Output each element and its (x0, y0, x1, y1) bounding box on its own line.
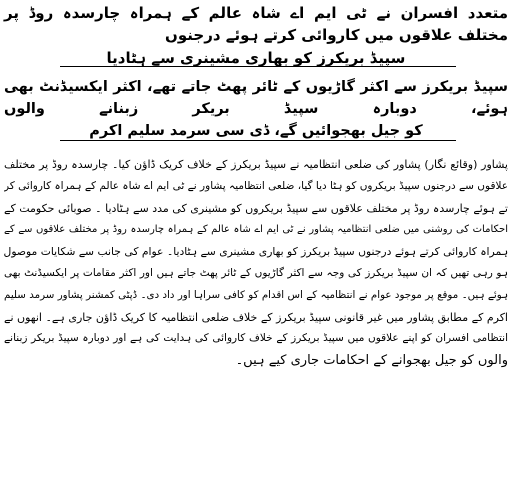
body-line: ہو رہی تھیں کہ ان سپیڈ بریکرز کی وجہ سے اکثر گاڑیوں کے ٹائر پھٹ جاتے ہیں اور اکثر مقامات پر ایکسیڈنٹ بھی (4, 266, 508, 279)
body-line: ہمراہ کاروائی کرتے ہوئے درجنوں سپیڈ بریکرز کو بھاری مشینری سے ہٹادیا۔ عوام کی جانب سے شکایات موصول (4, 245, 508, 259)
headline-line-2: سپیڈ بریکرز کو بھاری مشینری سے ہٹادیا (106, 49, 406, 67)
body-line: اکرم کے مطابق پشاور میں غیر قانونی سپیڈ بریکرز کے خلاف ضلعی انتظامیہ کا کریک ڈاؤن جاری ہے۔ انھوں نے (4, 310, 508, 324)
deck-line-1: سپیڈ بریکرز سے اکثر گاڑیوں کے ٹائر پھٹ جاتے تھے، اکثر ایکسیڈنٹ بھی ہوئے، دوبارہ سپیڈ بریکر زبنانے والوں (4, 79, 508, 117)
headline-line-1: متعدد افسران نے ٹی ایم اے شاہ عالم کے ہمراہ چارسدہ روڈ پر مختلف علاقوں میں کاروائی کرتے ہوئے درجنوں (4, 4, 508, 44)
body-line: تے ہوئے چارسدہ روڈ پر مختلف علاقوں سے سپیڈ بریکروں کو مشینری کی مدد سے ہٹادیا ۔ صوبائی حکومت کے (4, 201, 508, 215)
news-clipping (4, 0, 508, 503)
body-line: ہوئے ہیں۔ موقع پر موجود عوام نے انتظامیہ کے اس اقدام کو کافی سراہا اور داد دی۔ ڈپٹی کمشنر پشاور سرمد سلیم (4, 288, 508, 301)
deck-line-2: کو جیل بھجوائیں گے، ڈی سی سرمد سلیم اکرم (89, 123, 423, 139)
body-line: والوں کو جیل بھجوانے کے احکامات جاری کیے ہیں۔ (235, 353, 508, 369)
deck (4, 76, 508, 142)
body-line: علاقوں سے درجنوں سپیڈ بریکروں کو ہٹا دیا گیا، ضلعی انتظامیہ پشاور نے ٹی ایم اے شاہ عالم کے ہمراہ کاروائی کر (4, 179, 508, 192)
divider-rule-bottom (60, 140, 456, 141)
article-body (4, 154, 508, 372)
body-line: احکامات کی روشنی میں ضلعی انتظامیہ پشاور نے ٹی ایم اے شاہ عالم کے ہمراہ چارسدہ روڈ پر مختلف علاقوں سے کے (4, 224, 508, 236)
body-line: انتظامی افسران کو اپنے علاقوں میں سپیڈ بریکرز کے خلاف کاروائی کی ہدایت کی ہے اور دوبارہ سپیڈ بریکر زبنانے (4, 332, 508, 345)
divider-rule-top (60, 66, 456, 67)
body-line: پشاور (وقائع نگار) پشاور کی ضلعی انتظامیہ نے سپیڈ بریکرز کے خلاف کریک ڈاؤن کیا۔ چارسدہ روڈ پر مختلف (4, 158, 508, 171)
